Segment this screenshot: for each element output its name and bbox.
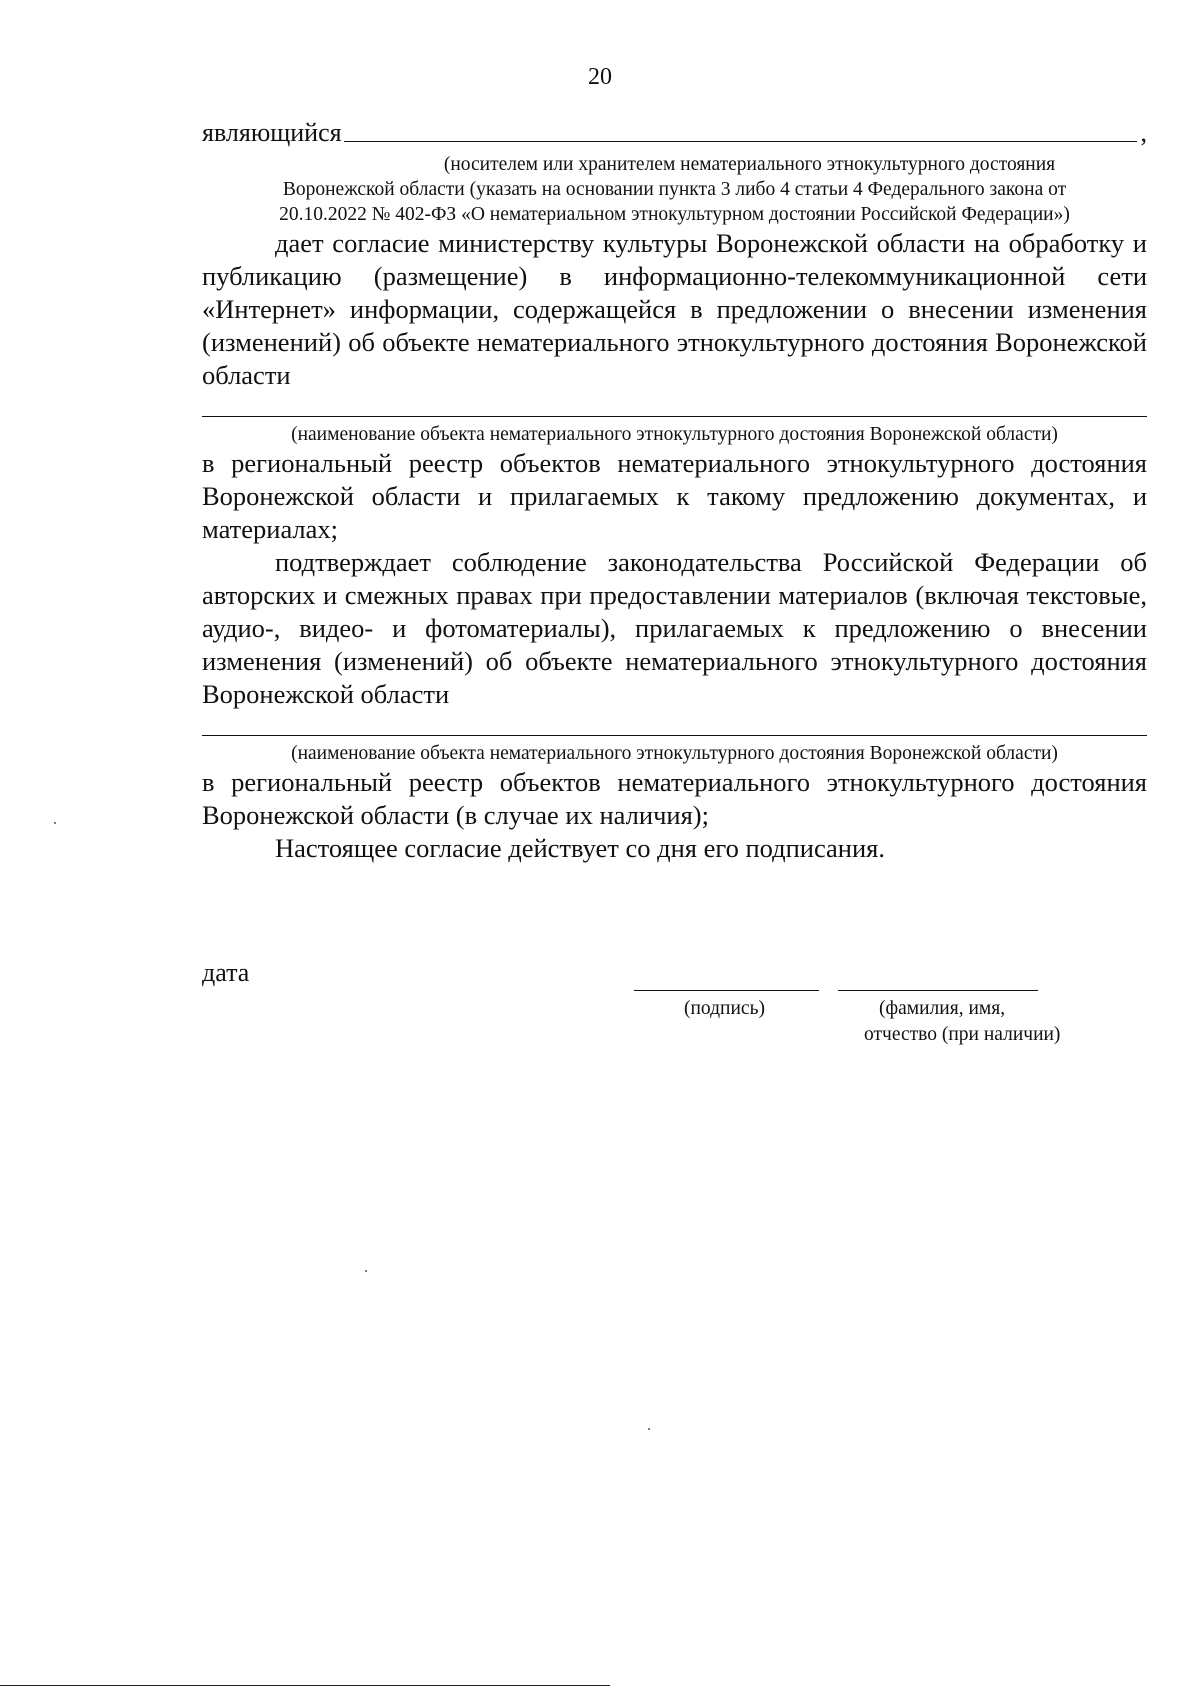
object-caption-2: (наименование объекта нематериального этнокультурного достояния Воронежской области) xyxy=(291,743,1058,764)
date-label: дата xyxy=(202,958,250,987)
document-body xyxy=(202,118,1147,865)
full-name-caption-line-1: (фамилия, имя, xyxy=(879,998,1006,1019)
validity-paragraph: Настоящее согласие действует со дня его подписания. xyxy=(275,833,885,863)
scan-speck xyxy=(365,1270,367,1272)
full-name-caption xyxy=(864,996,1124,1048)
full-name-caption-line-2: отчество (при наличии) xyxy=(864,1024,1061,1045)
scan-speck xyxy=(54,822,56,824)
holder-caption-line-1: (носителем или хранителем нематериального этнокультурного достояния xyxy=(443,154,1056,175)
full-name-blank-line xyxy=(838,990,1038,991)
signature-blank-line xyxy=(634,990,819,991)
object-name-blank-line-2 xyxy=(202,735,1147,736)
scan-speck xyxy=(648,1428,650,1430)
signature-block xyxy=(202,958,1147,1058)
consent-paragraph: дает согласие министерству культуры Воронежской области на обработку и публикацию (размещение) в информационно-телекоммуникационной сети «Интернет» информации, содержащейся в предложении о внесении изменения (изменений) об объекте нематериального этнокультурного достояния Воронежской области xyxy=(202,228,1147,390)
holder-caption-line-2: Воронежской области (указать на основании пункта 3 либо 4 статьи 4 Федерального закона от xyxy=(282,179,1067,200)
holder-trailing-comma: , xyxy=(1140,118,1147,147)
registry-paragraph-2: в региональный реестр объектов нематериального этнокультурного достояния Воронежской области (в случае их наличия); xyxy=(202,767,1147,830)
object-caption-1: (наименование объекта нематериального этнокультурного достояния Воронежской области) xyxy=(291,424,1058,445)
confirm-paragraph: подтверждает соблюдение законодательства Российской Федерации об авторских и смежных правах при предоставлении материалов (включая текстовые, аудио-, видео- и фотоматериалы), прилагаемых к предложению о внесении изменения (изменений) об объекте нематериального этнокультурного достояния Воронежской области xyxy=(202,547,1147,709)
holder-label: являющийся xyxy=(202,118,342,147)
scan-bottom-edge-line xyxy=(0,1685,610,1686)
holder-caption-line-3: 20.10.2022 № 402-ФЗ «О нематериальном этнокультурном достоянии Российской Федерации») xyxy=(279,204,1070,225)
object-name-blank-line-1 xyxy=(202,416,1147,417)
holder-line xyxy=(202,118,1147,148)
page-number: 20 xyxy=(588,64,612,90)
holder-blank-line xyxy=(344,140,1137,142)
signature-caption: (подпись) xyxy=(684,998,765,1019)
registry-paragraph-1: в региональный реестр объектов нематериального этнокультурного достояния Воронежской области и прилагаемых к такому предложению документах, и материалах; xyxy=(202,448,1147,544)
